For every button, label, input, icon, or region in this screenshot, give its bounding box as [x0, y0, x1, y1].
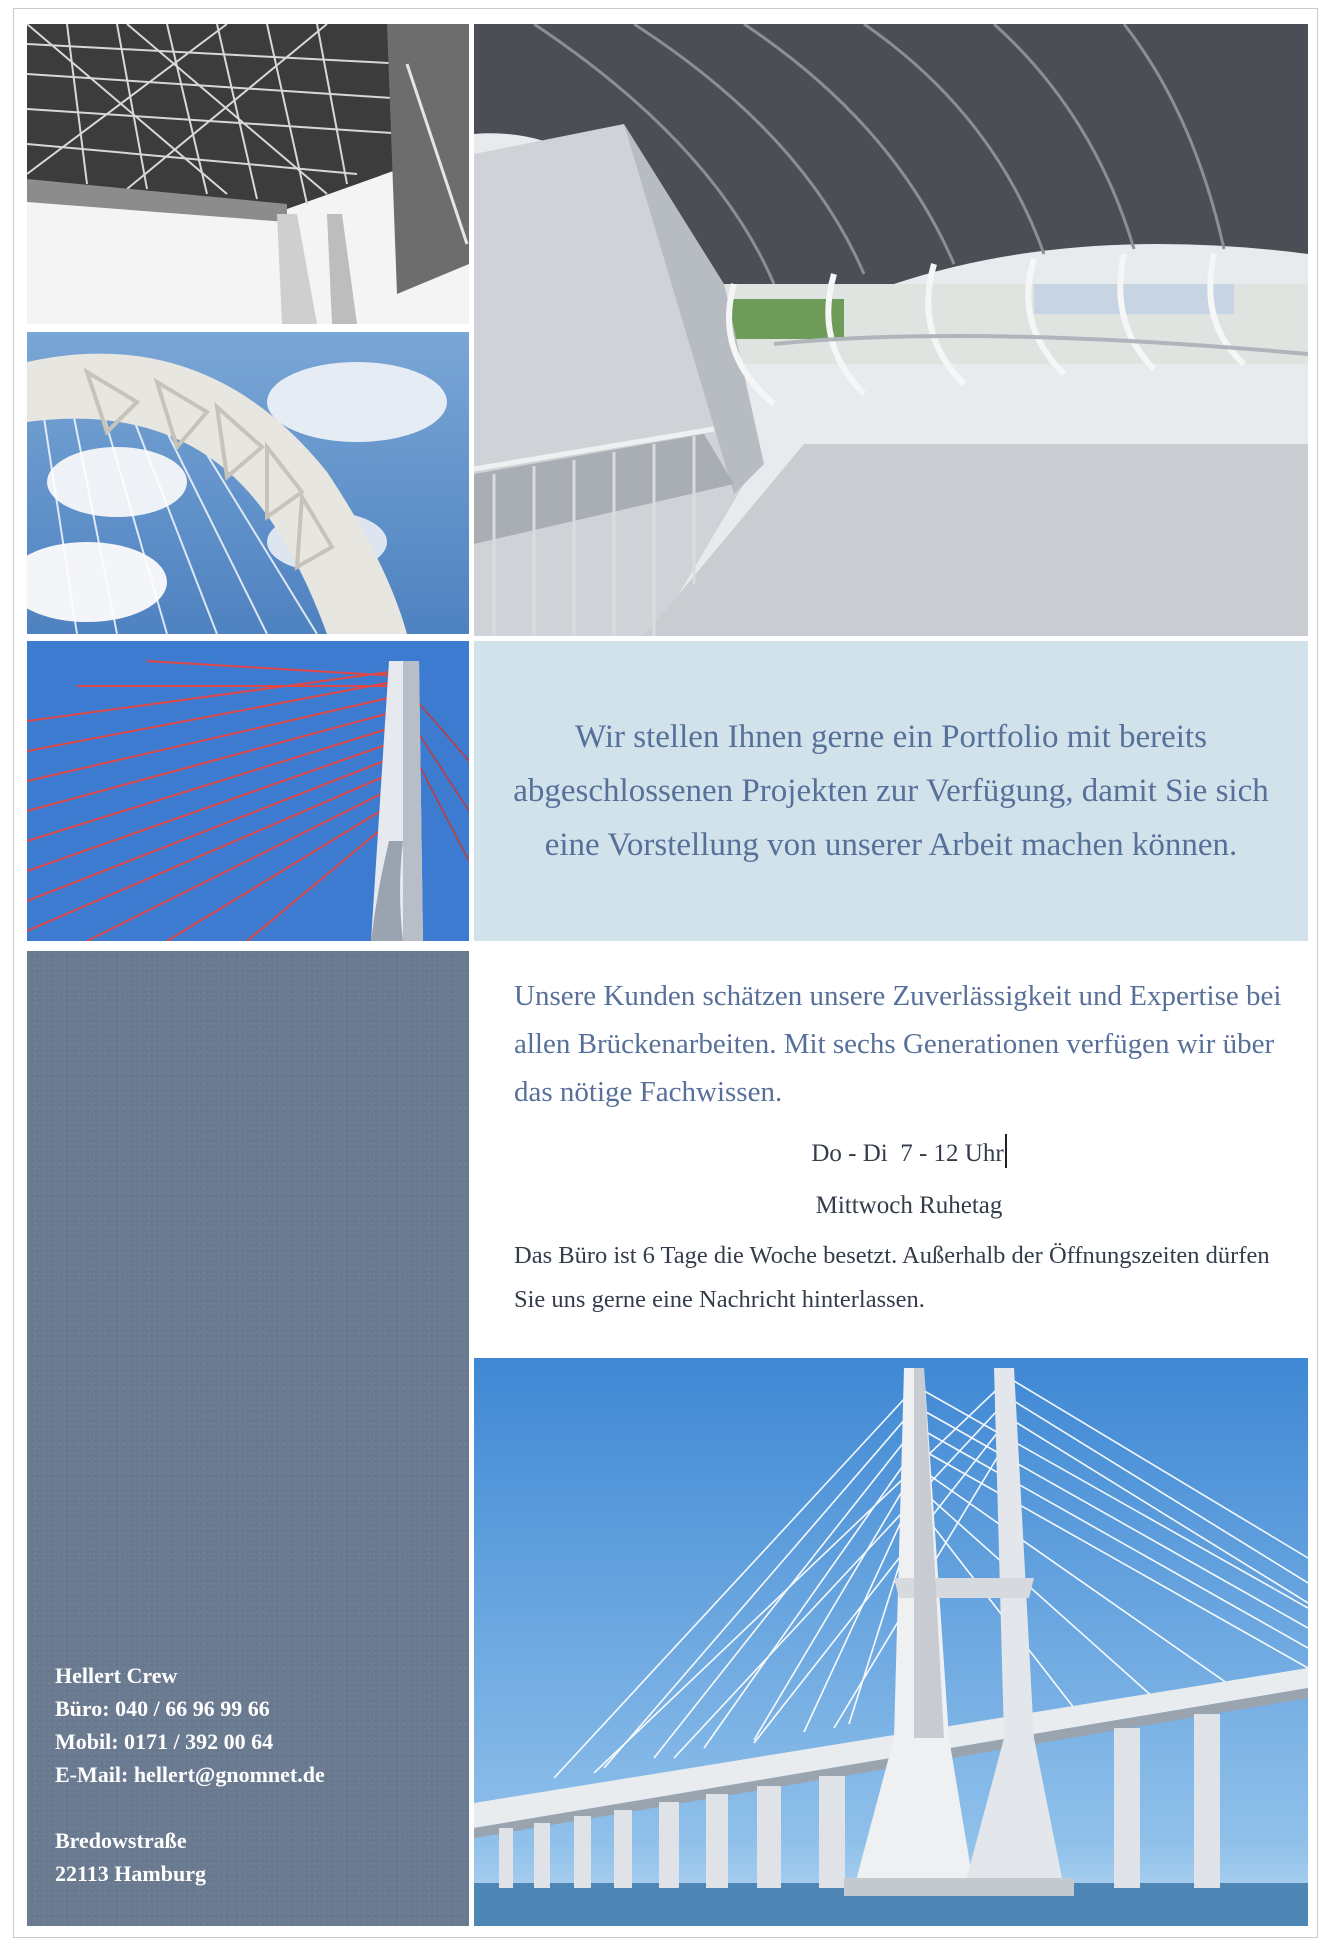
- contact-mobile-phone: Mobil: 0171 / 392 00 64: [55, 1729, 274, 1754]
- closed-day-line: Mittwoch Ruhetag: [815, 1192, 1003, 1219]
- cable-stayed-bridge-photo: [474, 1358, 1308, 1926]
- intro-box: [474, 641, 1308, 941]
- contact-block: [55, 1659, 325, 1890]
- covered-walkway-photo: [474, 24, 1308, 636]
- contact-name: Hellert Crew: [55, 1663, 178, 1688]
- contact-email: E-Mail: hellert@gnomnet.de: [55, 1762, 325, 1787]
- office-paragraph: Das Büro ist 6 Tage die Woche besetzt. Außerhalb der Öffnungszeiten dürfen Sie uns gerne eine Nachricht hinterlassen.: [514, 1242, 1270, 1313]
- intro-text: Wir stellen Ihnen gerne ein Portfolio mit bereits abgeschlossenen Projekten zur Verfügung, damit Sie sich eine Vorstellung von unserer Arbeit machen können.: [513, 719, 1269, 863]
- contact-panel: [27, 951, 469, 1926]
- steel-roof-photo: [27, 24, 469, 324]
- contact-office-phone: Büro: 040 / 66 96 99 66: [55, 1696, 270, 1721]
- contact-city: 22113 Hamburg: [55, 1861, 206, 1886]
- text-cursor: [1005, 1134, 1007, 1168]
- contact-spacer: [55, 1791, 325, 1824]
- opening-hours-text: Do - Di 7 - 12 Uhr: [811, 1140, 1004, 1167]
- contact-street: Bredowstraße: [55, 1828, 187, 1853]
- pylon-red-cables-photo: [27, 641, 469, 941]
- body-text-area: [514, 972, 1304, 1322]
- white-arch-photo: [27, 332, 469, 634]
- opening-hours-line[interactable]: [514, 1134, 1304, 1172]
- customers-paragraph: Unsere Kunden schätzen unsere Zuverlässigkeit und Expertise bei allen Brückenarbeiten. Mit sechs Generationen verfügen wir über das nötige Fachwissen.: [514, 980, 1282, 1108]
